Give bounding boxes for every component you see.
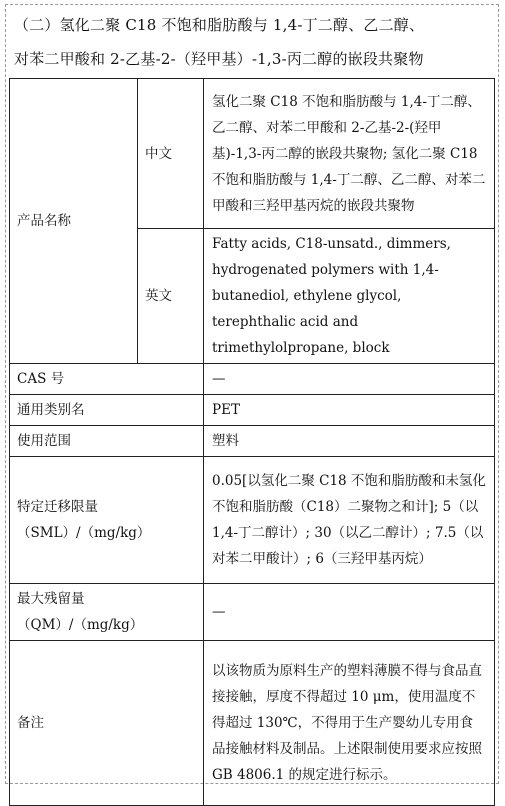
qm-label-line-2: （QM）/（mg/kg） [17, 617, 144, 633]
substance-info-table [9, 78, 495, 806]
sml-label-line-2: （SML）/（mg/kg） [17, 525, 151, 541]
cas-label: CAS 号 [10, 364, 204, 395]
table-row-qm [10, 584, 495, 641]
chinese-name-label: 中文 [138, 79, 204, 229]
table-row-remarks [10, 641, 495, 806]
remarks-value: 以该物质为原料生产的塑料薄膜不得与食品直接接触，厚度不得超过 10 μm，使用温度不得超过 130℃，不得用于生产婴幼儿专用食品接触材料及制品。上述限制使用要求应按照 GB 4806.1 的规定进行标示。 [204, 641, 495, 806]
sml-label [10, 457, 204, 584]
english-name-value: Fatty acids, C18-unsatd., dimmers, hydrogenated polymers with 1,4-butanediol, ethylene glycol, terephthalic acid and trimethylolpropane, block [204, 229, 495, 364]
table-row-scope [10, 426, 495, 457]
chinese-name-value: 氢化二聚 C18 不饱和脂肪酸与 1,4-丁二醇、乙二醇、对苯二甲酸和 2-乙基-2-(羟甲基)-1,3-丙二醇的嵌段共聚物; 氢化二聚 C18 不饱和脂肪酸与 1,4-丁二醇、乙二醇、对苯二甲酸和三羟甲基丙烷的嵌段共聚物 [204, 79, 495, 229]
table-row-sml [10, 457, 495, 584]
remarks-label: 备注 [10, 641, 204, 806]
document-title-line-1: （二）氢化二聚 C18 不饱和脂肪酸与 1,4-丁二醇、乙二醇、 [14, 16, 425, 34]
category-value: PET [204, 395, 495, 426]
cas-value: — [204, 364, 495, 395]
document-title-line-2: 对苯二甲酸和 2-乙基-2-（羟甲基）-1,3-丙二醇的嵌段共聚物 [14, 50, 424, 68]
qm-label-line-1: 最大残留量 [17, 591, 85, 607]
scope-label: 使用范围 [10, 426, 204, 457]
english-name-label: 英文 [138, 229, 204, 364]
scope-value: 塑料 [204, 426, 495, 457]
table-row-cas [10, 364, 495, 395]
table-row-category [10, 395, 495, 426]
qm-value: — [204, 584, 495, 641]
sml-value: 0.05[以氢化二聚 C18 不饱和脂肪酸和未氢化不饱和脂肪酸（C18）二聚物之和计]; 5（以 1,4-丁二醇计）; 30（以乙二醇计）; 7.5（以对苯二甲酸计）; 6（三羟甲基丙烷） [204, 457, 495, 584]
table-row-product-name-chinese [10, 79, 495, 229]
qm-label [10, 584, 204, 641]
category-label: 通用类别名 [10, 395, 204, 426]
product-name-label: 产品名称 [10, 79, 138, 364]
sml-label-line-1: 特定迁移限量 [17, 499, 98, 515]
